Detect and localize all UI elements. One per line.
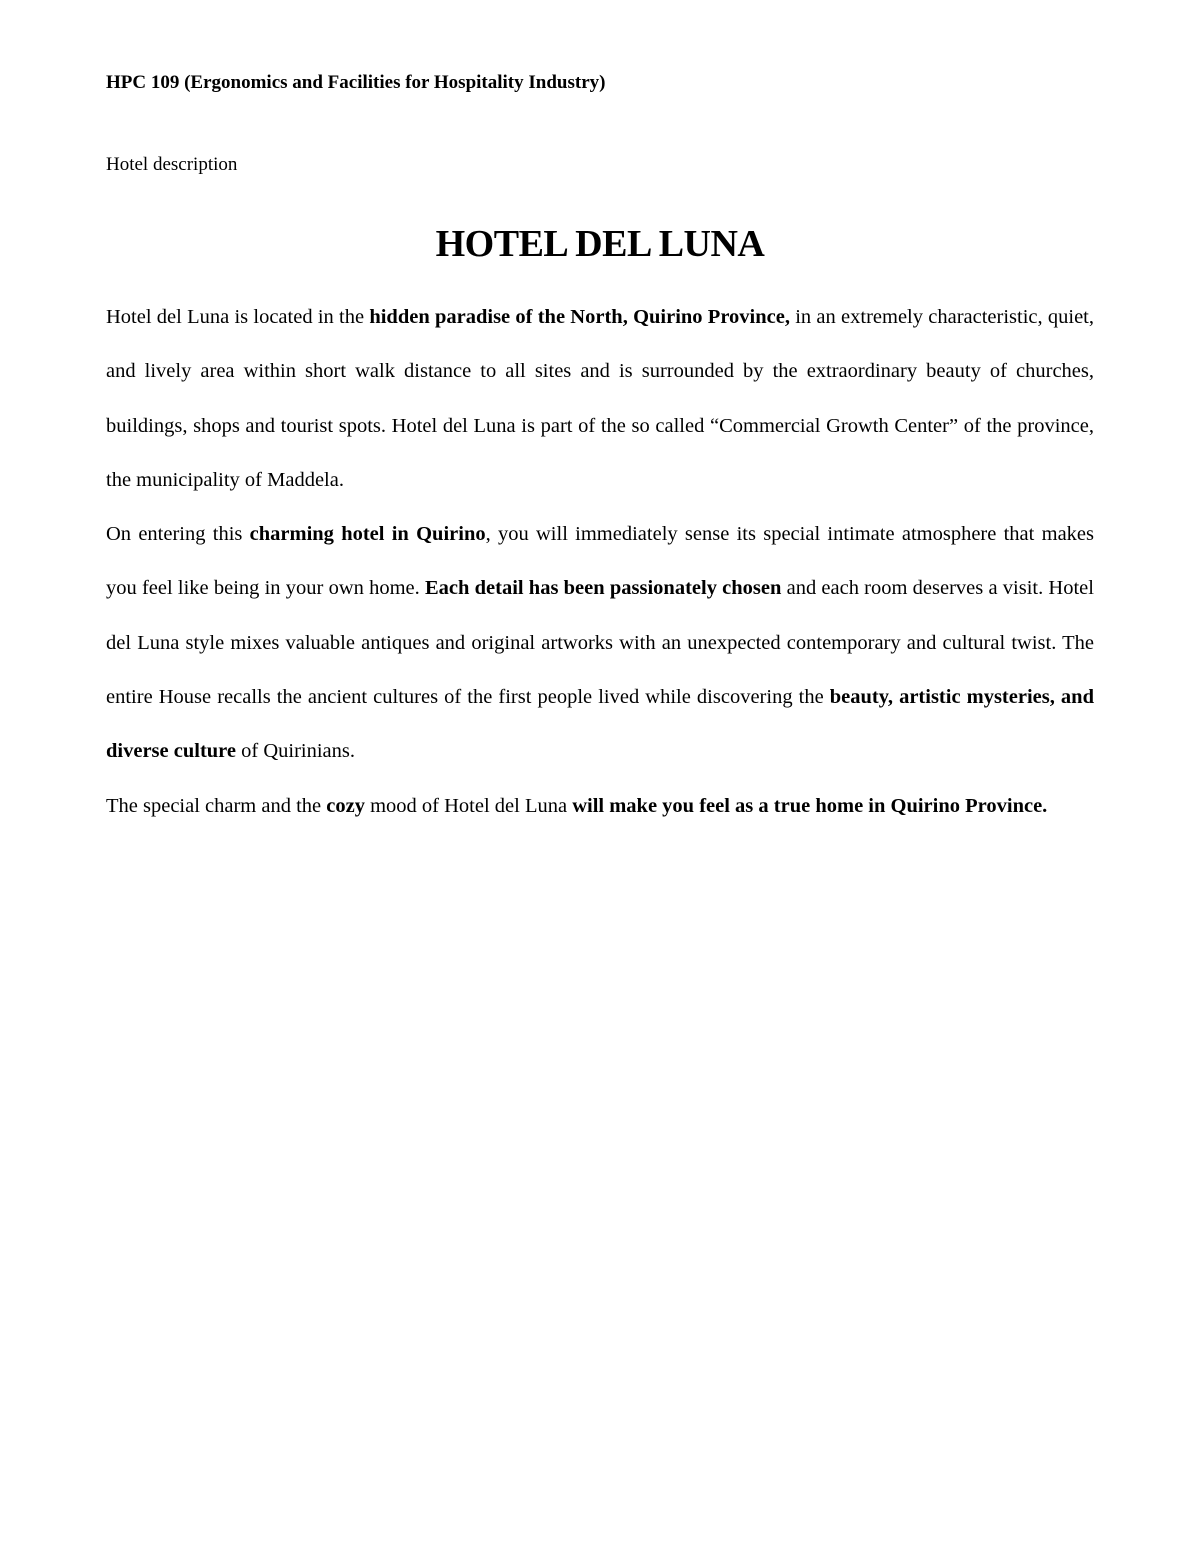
body-text [106,290,1094,833]
text-run: Hotel del Luna is located in the [106,306,370,328]
bold-text-run: beauty, artistic mysteries, and diverse culture [106,686,1094,763]
bold-text-run: charming hotel in Quirino [249,523,486,546]
bold-text-run: hidden paradise of the North, Quirino Province, [369,306,790,328]
paragraph [106,290,1094,507]
text-run: mood of Hotel del Luna [364,794,573,817]
text-run: , you will immediately sense its special intimate atmosphere that makes you feel like being in your own home. [106,523,1094,600]
text-run: in an extremely characteristic, quiet, and lively area within short walk distance to all sites and is surrounded by the extraordinary beauty of churches, buildings, shops and tourist spots. Hotel del Luna is part of the so called “Commercial Growth Center” of the province, the municipality of Maddela. [106,306,1094,491]
text-run: On entering this [106,523,250,546]
text-run: The special charm and the [106,794,327,817]
bold-text-run: cozy [326,794,365,817]
bold-text-run: will make you feel as a true home in Quirino Province. [572,794,1048,817]
document-label: Hotel description [106,154,238,175]
paragraph [106,507,1094,778]
text-run: of Quirinians. [236,740,355,763]
paragraph [106,779,1094,833]
document-title: HOTEL DEL LUNA [435,223,765,265]
bold-text-run: Each detail has been passionately chosen [424,577,782,600]
course-header: HPC 109 (Ergonomics and Facilities for Hospitality Industry) [106,72,606,93]
text-run: and each room deserves a visit. Hotel del Luna style mixes valuable antiques and original artworks with an unexpected contemporary and cultural twist. The entire House recalls the ancient cultures of the first people lived while discovering the [106,577,1094,709]
